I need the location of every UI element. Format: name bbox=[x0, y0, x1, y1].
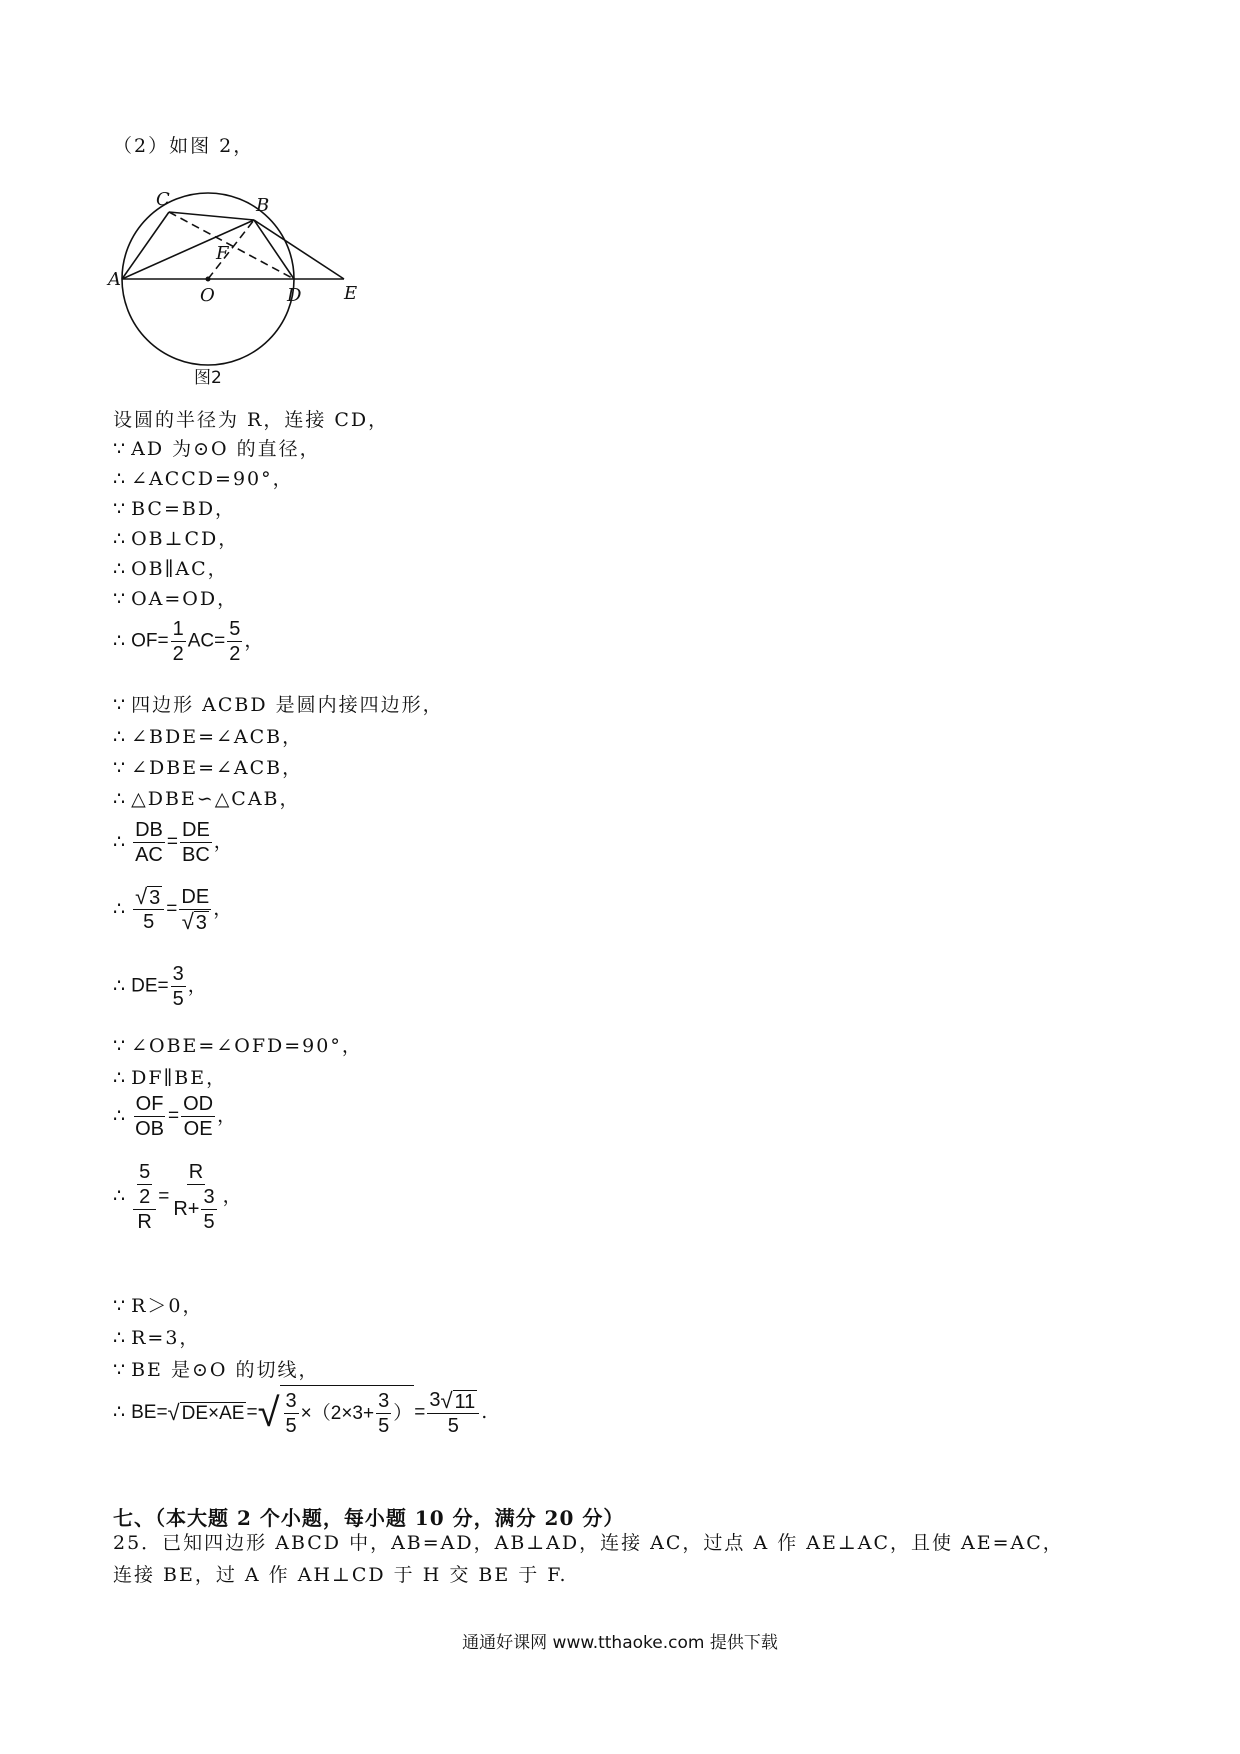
intro-line: （2）如图 2， bbox=[113, 135, 255, 157]
line-11: ∵ ∠DBE=∠ACB， bbox=[113, 757, 304, 779]
line-19: ∴ $\frac{\frac{5}{2}}{R}$ = R R+ $\frac{3}{5}$ ， bbox=[113, 1161, 244, 1233]
line-3: ∴ ∠ACCD=90°， bbox=[113, 468, 294, 490]
line-2: ∵ AD 为⊙O 的直径， bbox=[113, 438, 321, 460]
label-a: A bbox=[108, 269, 121, 290]
line-17: ∴ DF∥BE， bbox=[113, 1067, 228, 1089]
center-dot bbox=[206, 277, 211, 282]
line-12: ∴ △DBE∽△CAB， bbox=[113, 788, 301, 810]
label-o: O bbox=[200, 285, 215, 306]
line-6: ∴ OB∥AC， bbox=[113, 558, 229, 580]
label-c: C bbox=[156, 189, 170, 210]
label-d: D bbox=[287, 285, 302, 306]
problem-line-1: 25．已知四边形 ABCD 中，AB=AD，AB⊥AD，连接 AC，过点 A 作 AE⊥AC，且使 AE=AC， bbox=[113, 1532, 1064, 1554]
line-21: ∴ R=3， bbox=[113, 1327, 201, 1349]
dashed-cd bbox=[169, 212, 294, 279]
footer: 通通好课网 www.tthaoke.com 提供下载 bbox=[462, 1633, 778, 1653]
line-10: ∴ ∠BDE=∠ACB， bbox=[113, 726, 304, 748]
dashed-ob bbox=[208, 220, 254, 279]
figure-2 bbox=[108, 185, 372, 400]
line-23: ∴ BE= √ DE×AE = √ $\frac{3}{5}$ ×（2×3+ $\frac{3}{5}$ ） = 3 √ 11 5 . bbox=[113, 1385, 489, 1441]
line-16: ∵ ∠OBE=∠OFD=90°， bbox=[113, 1035, 363, 1057]
line-5: ∴ OB⊥CD， bbox=[113, 528, 240, 550]
label-e: E bbox=[344, 283, 358, 304]
line-22: ∵ BE 是⊙O 的切线， bbox=[113, 1359, 320, 1381]
segment-be bbox=[254, 220, 344, 279]
problem-line-2: 连接 BE，过 A 作 AH⊥CD 于 H 交 BE 于 F. bbox=[113, 1564, 568, 1586]
line-7: ∵ OA=OD， bbox=[113, 588, 239, 610]
line-18: ∴ $\frac{OF}{OB}$ = $\frac{OD}{OE}$ ， bbox=[113, 1093, 239, 1140]
line-15: ∴ DE= $\frac{3}{5}$ ， bbox=[113, 963, 209, 1010]
line-8: ∴ OF= $\frac{1}{2}$ AC= $\frac{5}{2}$ ， bbox=[113, 618, 266, 665]
line-13: ∴ $\frac{DB}{AC}$ = $\frac{DE}{BC}$ ， bbox=[113, 819, 235, 866]
line-14: ∴ √ 3 5 = DE √ 3 ， bbox=[113, 884, 235, 935]
section-heading: 七、（本大题 2 个小题，每小题 10 分，满分 20 分） bbox=[113, 1506, 625, 1530]
line-9: ∵ 四边形 ACBD 是圆内接四边形， bbox=[113, 694, 444, 716]
line-20: ∵ R＞0， bbox=[113, 1295, 204, 1317]
figure-caption: 图2 bbox=[194, 368, 222, 388]
line-4: ∵ BC=BD， bbox=[113, 498, 237, 520]
line-1: 设圆的半径为 R，连接 CD， bbox=[113, 409, 390, 431]
label-b: B bbox=[256, 195, 270, 216]
label-f: F bbox=[216, 243, 229, 264]
